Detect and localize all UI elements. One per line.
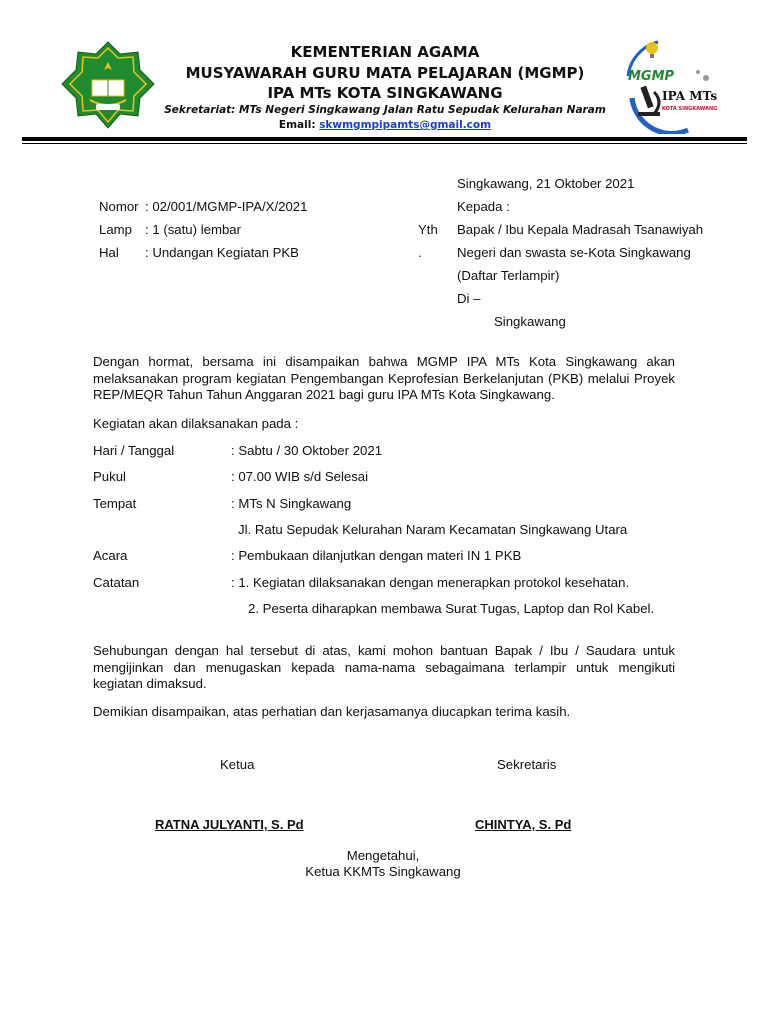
kemenag-logo [60,40,156,130]
microscope-icon [638,86,660,116]
lamp-value: : 1 (satu) lembar [145,222,242,237]
tempat-label: Tempat [93,496,137,511]
kepada-label: Kepada : [457,199,510,214]
letterhead-secretariat: Sekretariat: MTs Negeri Singkawang Jalan Ratu Sepudak Kelurahan Naram [164,104,606,116]
sekretaris-name: CHINTYA, S. Pd [475,817,572,832]
catatan-label: Catatan [93,575,140,590]
recipient-line3: (Daftar Terlampir) [457,268,560,283]
mgmp-emblem-icon [618,36,722,134]
letterhead-line3: IPA MTs KOTA SINGKAWANG [267,84,503,102]
email-label: Email: [278,119,316,131]
mgmp-logo-text2: IPA MTs [662,89,718,103]
ketua-name: RATNA JULYANTI, S. Pd [155,817,304,832]
mgmp-logo [618,36,722,134]
di-label: Di – [457,291,481,306]
lamp-label: Lamp [99,222,132,237]
pukul-value: : 07.00 WIB s/d Selesai [231,469,369,484]
mengetahui-label: Mengetahui, [346,848,420,863]
recipient-line2: Negeri dan swasta se-Kota Singkawang [457,245,691,260]
catatan-item1: : 1. Kegiatan dilaksanakan dengan menerapkan protokol kesehatan. [231,575,630,590]
request-paragraph: Sehubungan dengan hal tersebut di atas, kami mohon bantuan Bapak / Ibu / Saudara untuk mengijinkan dan menugaskan kepada nama-nama sebagaimana terlampir untuk mengikuti kegiatan dimaksud. [93,643,675,691]
sekretaris-title: Sekretaris [497,757,557,772]
alamat-value: Jl. Ratu Sepudak Kelurahan Naram Kecamatan Singkawang Utara [238,522,628,537]
letter-date: Singkawang, 21 Oktober 2021 [457,176,635,191]
hari-label: Hari / Tanggal [93,443,175,458]
hal-label: Hal [99,245,119,260]
intro-line: Kegiatan akan dilaksanakan pada : [93,416,299,431]
letterhead-rule-thick [22,137,747,141]
letterhead-email-row [150,119,620,131]
opening-paragraph: Dengan hormat, bersama ini disampaikan bahwa MGMP IPA MTs Kota Singkawang akan melaksanakan program kegiatan Pengembangan Keprofesian Berkelanjutan (PKB) melalui Proyek REP/MEQR Tahun Tahun Anggaran 2021 bagi guru IPA MTs Kota Singkawang. [93,354,675,402]
mgmp-logo-text3: KOTA SINGKAWANG [662,106,718,112]
yth-dot: . [418,245,422,260]
letterhead-line1: KEMENTERIAN AGAMA [290,43,480,61]
recipient-line1: Bapak / Ibu Kepala Madrasah Tsanawiyah [457,222,704,237]
hal-value: : Undangan Kegiatan PKB [145,245,299,260]
kkm-title: Ketua KKMTs Singkawang [305,864,461,879]
acara-value: : Pembukaan dilanjutkan dengan materi IN 1 PKB [231,548,522,563]
catatan-item2: 2. Peserta diharapkan membawa Surat Tugas, Laptop dan Rol Kabel. [248,601,655,616]
acara-label: Acara [93,548,128,563]
tempat-value: : MTs N Singkawang [231,496,352,511]
nomor-value: : 02/001/MGMP-IPA/X/2021 [145,199,308,214]
kemenag-emblem-icon [60,40,156,130]
yth-label: Yth [418,222,438,237]
lightbulb-icon [646,42,658,54]
email-link[interactable]: skwmgmpipamts@gmail.com [319,119,492,131]
hari-value: : Sabtu / 30 Oktober 2021 [231,443,383,458]
closing-line: Demikian disampaikan, atas perhatian dan kerjasamanya diucapkan terima kasih. [93,704,571,719]
mgmp-logo-text1: MGMP [628,69,675,84]
ketua-title: Ketua [220,757,255,772]
place-label: Singkawang [494,314,566,329]
letterhead-line2: MUSYAWARAH GURU MATA PELAJARAN (MGMP) [185,64,585,82]
nomor-label: Nomor [99,199,139,214]
letterhead-rule-thin [22,143,747,144]
pukul-label: Pukul [93,469,126,484]
